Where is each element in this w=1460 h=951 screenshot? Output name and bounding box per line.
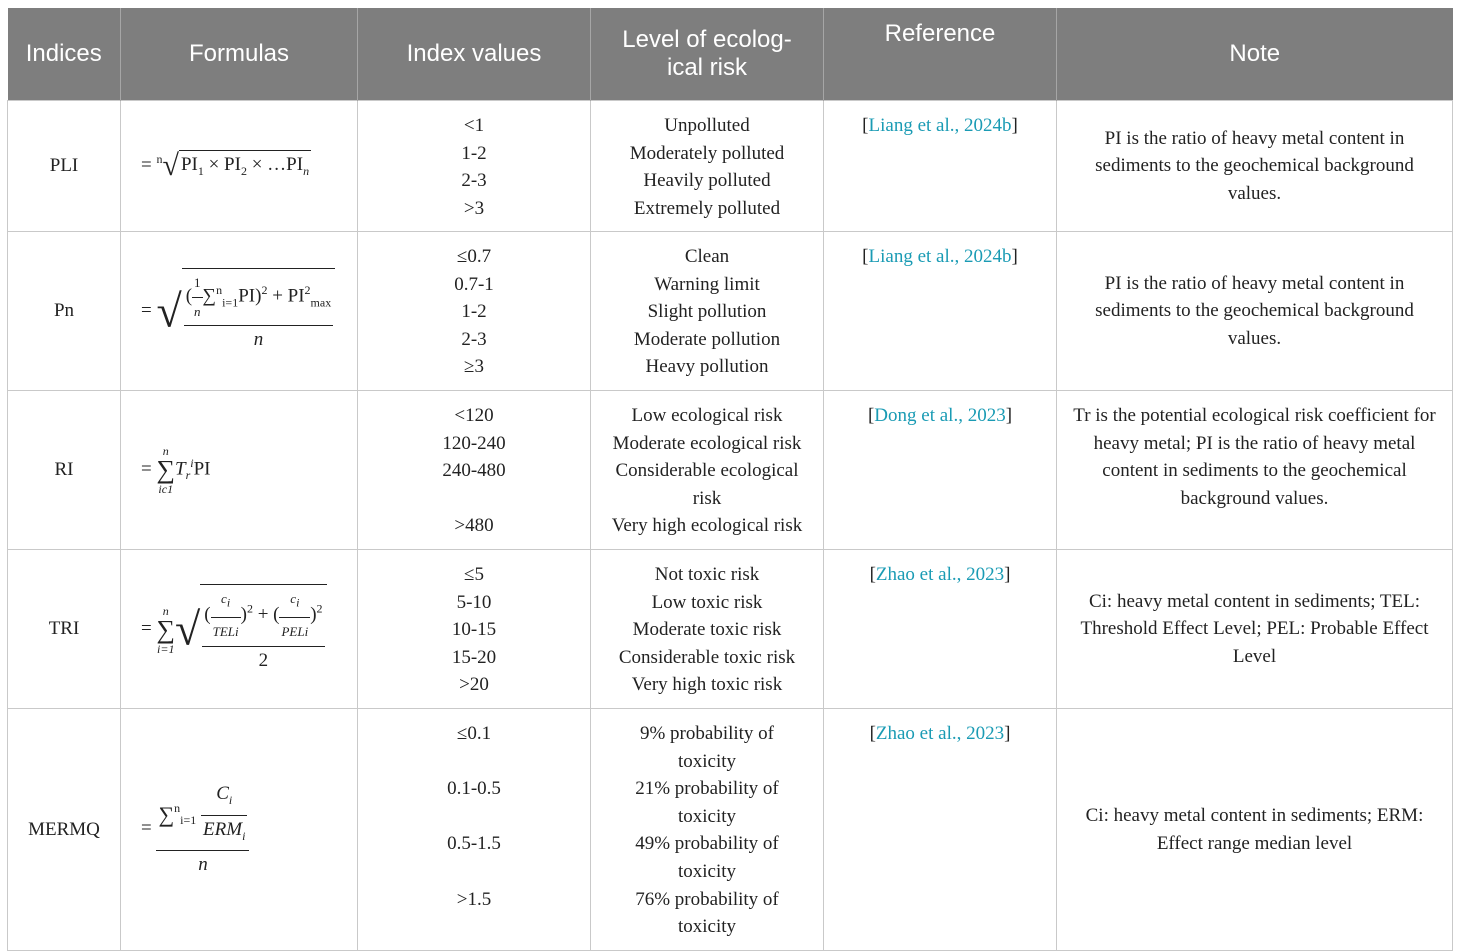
header-row — [8, 8, 1453, 101]
level-item: Warning limit — [654, 273, 760, 295]
level-item: Low toxic risk — [651, 591, 763, 613]
level-item: Low ecological risk — [631, 405, 783, 426]
level-item: Heavy pollution — [645, 356, 769, 378]
table-row — [8, 101, 1453, 232]
level-item: Very high toxic risk — [631, 674, 783, 696]
header-reference: Reference — [824, 8, 1057, 101]
value-item: 2-3 — [461, 328, 487, 350]
value-item: 2-3 — [461, 170, 487, 192]
formula-pn: = √ ( $\frac{1}{n}$ $\sum^n_{i=1}PI)^2 + PI^2_{max}$ n — [121, 232, 358, 391]
reference-cell: [Dong et al., 2023] — [824, 391, 1057, 550]
level-item: Clean — [684, 246, 730, 267]
reference-link[interactable]: Liang et al., 2024b — [868, 115, 1012, 136]
index-name: Pn — [8, 232, 121, 391]
risk-levels — [591, 101, 824, 232]
value-item: ≤0.1 — [456, 723, 492, 744]
value-item: 5-10 — [456, 591, 492, 613]
index-values — [358, 550, 591, 709]
risk-levels — [591, 232, 824, 391]
level-item: Moderate toxic risk — [632, 619, 782, 641]
value-item: ≥3 — [464, 356, 484, 378]
level-item: Considerable ecological risk — [615, 460, 799, 509]
level-item: Moderate pollution — [633, 328, 781, 350]
reference-link[interactable]: Liang et al., 2024b — [868, 246, 1012, 267]
value-item: ≤0.7 — [456, 246, 492, 267]
value-item: <120 — [454, 405, 494, 426]
value-item: >3 — [463, 197, 485, 219]
level-item: 76% probability of toxicity — [635, 888, 779, 938]
index-name: RI — [8, 391, 121, 550]
index-name: PLI — [8, 101, 121, 232]
header-formulas: Formulas — [121, 8, 358, 101]
index-name: TRI — [8, 550, 121, 709]
note-cell: Ci: heavy metal content in sediments; ERM: Effect range median level — [1057, 709, 1453, 951]
level-item: Moderately polluted — [629, 142, 785, 164]
reference-cell: [Liang et al., 2024b] — [824, 232, 1057, 391]
value-item: ≤5 — [464, 564, 484, 585]
risk-levels — [591, 391, 824, 550]
header-indices: Indices — [8, 8, 121, 101]
formula-mermq: = ∑$^n_{i=1}$ $\frac{C_i}{ERM_i}$ n — [121, 709, 358, 951]
value-item: 120-240 — [442, 432, 506, 454]
index-values — [358, 232, 591, 391]
value-item: 15-20 — [451, 646, 497, 668]
level-item: Moderate ecological risk — [612, 432, 802, 454]
value-item: 0.1-0.5 — [447, 778, 501, 800]
note-cell: Tr is the potential ecological risk coefficient for heavy metal; PI is the ratio of heavy metal content in sediments to the geochemical background values. — [1057, 391, 1453, 550]
value-item: 10-15 — [451, 619, 497, 641]
index-name: MERMQ — [8, 709, 121, 951]
reference-cell: [Liang et al., 2024b] — [824, 101, 1057, 232]
note-cell: PI is the ratio of heavy metal content in sediments to the geochemical background values. — [1057, 232, 1453, 391]
value-item: >20 — [459, 674, 489, 696]
value-item: <1 — [463, 115, 485, 136]
value-item: >480 — [454, 515, 494, 537]
header-note: Note — [1057, 8, 1453, 101]
risk-levels — [591, 709, 824, 951]
level-item: Heavily polluted — [643, 170, 771, 192]
table-row — [8, 709, 1453, 951]
note-cell: Ci: heavy metal content in sediments; TEL: Threshold Effect Level; PEL: Probable Effect Level — [1057, 550, 1453, 709]
reference-link[interactable]: Zhao et al., 2023 — [875, 564, 1005, 585]
value-item: 240-480 — [442, 460, 506, 482]
level-item: Extremely polluted — [633, 197, 781, 219]
level-item: Slight pollution — [647, 301, 767, 323]
index-values — [358, 391, 591, 550]
table-row — [8, 232, 1453, 391]
value-item — [370, 858, 578, 886]
indices-table — [7, 8, 1453, 951]
value-item — [370, 803, 578, 831]
reference-link[interactable]: Dong et al., 2023 — [874, 405, 1006, 426]
note-cell: PI is the ratio of heavy metal content in sediments to the geochemical background values. — [1057, 101, 1453, 232]
level-item: 9% probability of toxicity — [639, 723, 775, 772]
index-values — [358, 709, 591, 951]
formula-ri: = n ∑ ic1 $T_r^iPI$ — [121, 391, 358, 550]
value-item: 1-2 — [461, 301, 487, 323]
reference-cell: [Zhao et al., 2023] — [824, 550, 1057, 709]
formula-tri: = n ∑ i=1 √ ( $\frac{c_i}{\text{TELi}}$ )$^2$ + ( $\frac{c_i}{\text{PELi}}$ )$^2$ 2 — [121, 550, 358, 709]
formula-pli: = $^n$√ $PI_1 \times PI_2$ × $\dots PI_n$ — [121, 101, 358, 232]
reference-cell: [Zhao et al., 2023] — [824, 709, 1057, 951]
table-row — [8, 550, 1453, 709]
level-item: Unpolluted — [664, 115, 750, 136]
level-item: Very high ecological risk — [611, 515, 803, 537]
value-item: 0.5-1.5 — [447, 833, 501, 855]
header-index-values: Index values — [358, 8, 591, 101]
value-item: 1-2 — [461, 142, 487, 164]
level-item: Not toxic risk — [654, 564, 760, 585]
value-item — [370, 485, 578, 513]
index-values — [358, 101, 591, 232]
level-item: 49% probability of toxicity — [635, 833, 779, 882]
header-level: Level of ecolog-ical risk — [591, 8, 824, 101]
reference-link[interactable]: Zhao et al., 2023 — [875, 723, 1005, 744]
value-item: >1.5 — [456, 888, 492, 910]
value-item: 0.7-1 — [454, 273, 494, 295]
value-item — [370, 748, 578, 776]
risk-levels — [591, 550, 824, 709]
table-row — [8, 391, 1453, 550]
level-item: 21% probability of toxicity — [635, 778, 779, 827]
level-item: Considerable toxic risk — [618, 646, 796, 668]
